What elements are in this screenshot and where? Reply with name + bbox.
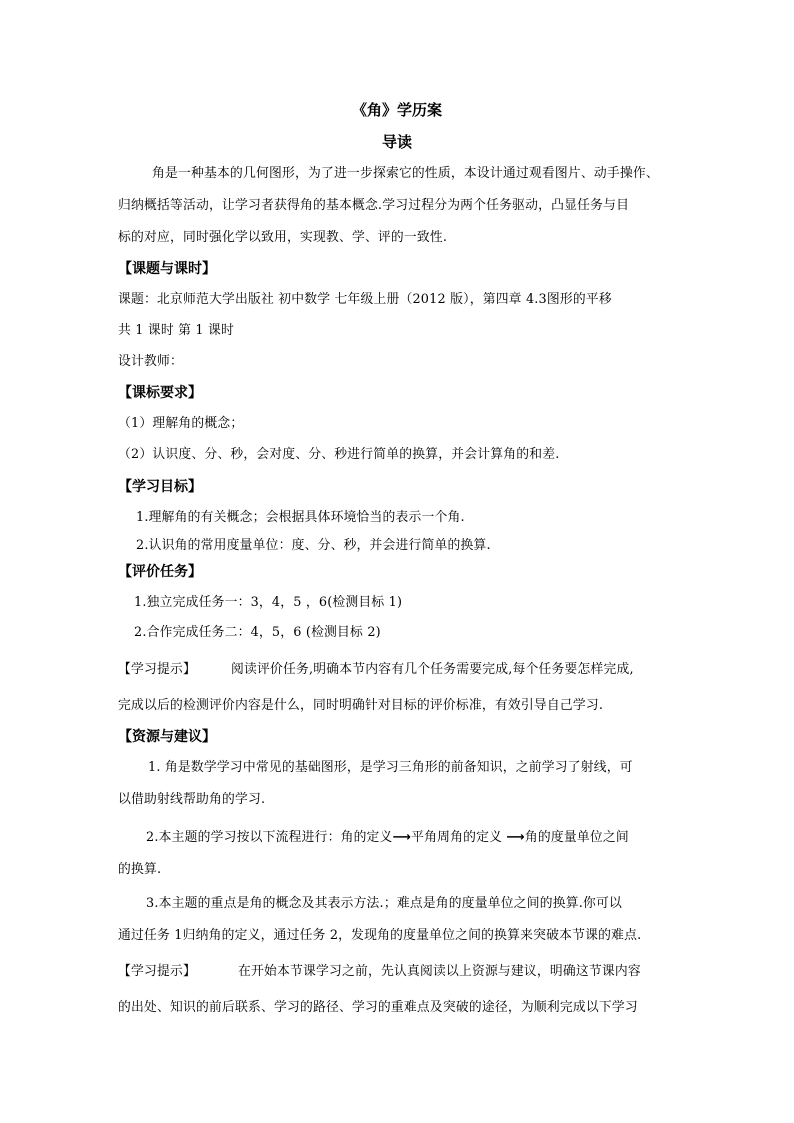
standard-item: （1）理解角的概念； <box>118 416 244 431</box>
course-line: 共 1 课时 第 1 课时 <box>118 323 235 338</box>
task-item: 1.独立完成任务一：3，4，5 ，6(检测目标 1) <box>134 595 403 610</box>
learning-tip-label: 【学习提示】 <box>118 662 196 677</box>
learning-tip-label: 【学习提示】 <box>118 964 196 979</box>
standard-item: （2）认识度、分、秒，会对度、分、秒进行简单的换算，并会计算角的和差. <box>118 447 560 462</box>
learning-tip-text: 阅读评价任务,明确本节内容有几个任务需要完成,每个任务要怎样完成, <box>231 662 634 677</box>
flow-arrow-icon: ⟶ <box>506 830 525 845</box>
flow-suffix: 角的度量单位之间 <box>524 830 629 845</box>
learning-tip-text: 的出处、知识的前后联系、学习的路径、学习的重难点及突破的途径，为顺利完成以下学习 <box>118 1000 638 1015</box>
section-heading-objectives: 【学习目标】 <box>118 479 202 495</box>
section-heading-tasks: 【评价任务】 <box>118 564 202 580</box>
flow-middle: 平角周角的定义 <box>411 830 507 845</box>
resource-item: 3.本主题的重点是角的概念及其表示方法.；难点是角的度量单位之间的换算.你可以 <box>146 896 623 911</box>
page-subtitle: 导读 <box>381 133 412 151</box>
resource-item: 1. 角是数学学习中常见的基础图形，是学习三角形的前备知识，之前学习了射线，可 <box>148 760 633 775</box>
resource-item: 以借助射线帮助角的学习. <box>118 792 266 807</box>
course-line: 设计教师： <box>118 354 183 369</box>
intro-line: 角是一种基本的几何图形，为了进一步探索它的性质，本设计通过观看图片、动手操作、 <box>152 166 659 181</box>
learning-tip-text: 完成以后的检测评价内容是什么，同时明确针对目标的评价标准，有效引导自己学习. <box>118 698 604 713</box>
objective-item: 2.认识角的常用度量单位：度、分、秒，并会进行简单的换算. <box>136 538 491 553</box>
learning-tip-text: 在开始本节课学习之前，先认真阅读以上资源与建议，明确这节课内容 <box>238 964 641 979</box>
resource-flow-line <box>146 832 629 845</box>
task-item: 2.合作完成任务二：4，5，6 (检测目标 2) <box>134 625 381 640</box>
objective-item: 1.理解角的有关概念；会根据具体环境恰当的表示一个角. <box>136 510 465 525</box>
flow-arrow-icon: ⟶ <box>392 830 412 845</box>
course-line: 课题：北京师范大学出版社 初中数学 七年级上册（2012 版），第四章 4.3图形的平移 <box>118 292 612 307</box>
page-title: 《角》学历案 <box>351 101 442 119</box>
intro-line: 归纳概括等活动，让学习者获得角的基本概念.学习过程分为两个任务驱动，凸显任务与目 <box>118 198 630 213</box>
intro-line: 标的对应，同时强化学以致用，实现教、学、评的一致性. <box>118 230 448 245</box>
section-heading-course: 【课题与课时】 <box>118 261 216 277</box>
resource-item: 通过任务 1归纳角的定义，通过任务 2，发现角的度量单位之间的换算来突破本节课的难点. <box>118 928 642 943</box>
flow-prefix: 2.本主题的学习按以下流程进行：角的定义 <box>146 830 393 845</box>
section-heading-standards: 【课标要求】 <box>118 385 202 401</box>
resource-item: 的换算. <box>118 862 162 877</box>
section-heading-resources: 【资源与建议】 <box>118 729 216 745</box>
